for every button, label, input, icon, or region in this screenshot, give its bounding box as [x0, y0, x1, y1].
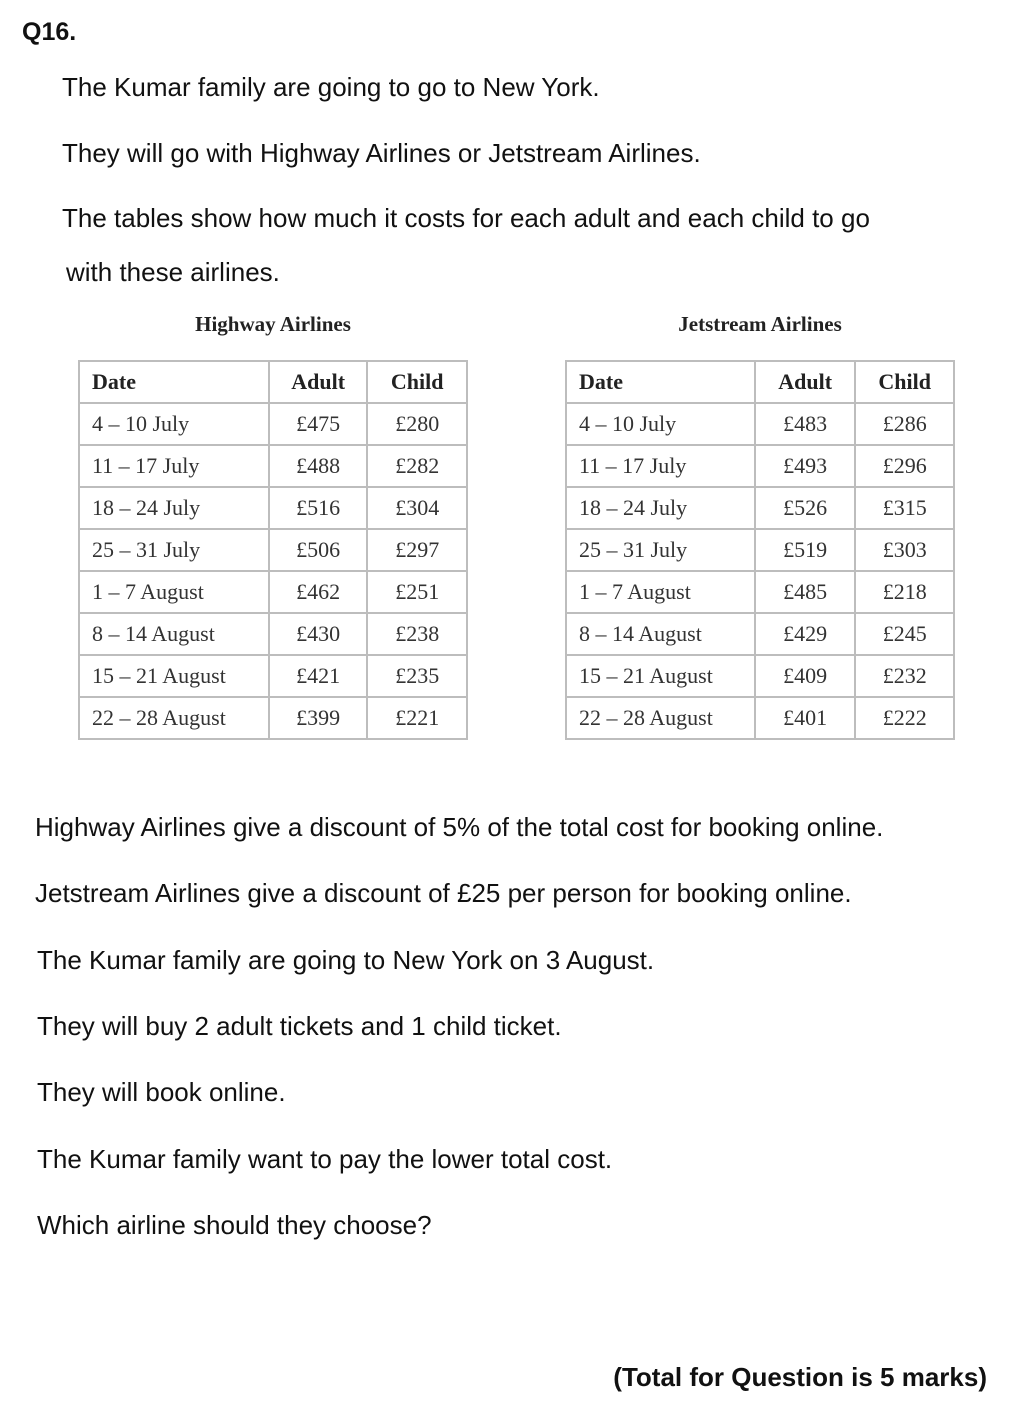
date-cell: 18 – 24 July — [79, 487, 269, 529]
table-row — [79, 613, 467, 655]
table-row — [566, 571, 954, 613]
adult-price-cell: £483 — [755, 403, 856, 445]
detail-line-1: Highway Airlines give a discount of 5% of the total cost for booking online. — [35, 812, 884, 842]
detail-line-5: They will book online. — [37, 1077, 286, 1107]
adult-price-cell: £519 — [755, 529, 856, 571]
detail-line-6: The Kumar family want to pay the lower total cost. — [37, 1144, 613, 1174]
date-cell: 8 – 14 August — [566, 613, 755, 655]
intro-line-4: with these airlines. — [66, 257, 280, 287]
intro-line-1: The Kumar family are going to go to New York. — [62, 72, 600, 102]
child-header: Child — [367, 361, 467, 403]
date-cell: 1 – 7 August — [566, 571, 755, 613]
table-row — [79, 529, 467, 571]
total-marks: (Total for Question is 5 marks) — [613, 1362, 987, 1392]
table-row — [79, 697, 467, 739]
jetstream-table-title: Jetstream Airlines — [678, 312, 842, 336]
table-row — [79, 571, 467, 613]
adult-price-cell: £401 — [755, 697, 856, 739]
child-price-cell: £282 — [367, 445, 467, 487]
date-cell: 25 – 31 July — [79, 529, 269, 571]
highway-table-title: Highway Airlines — [195, 312, 351, 336]
table-row — [566, 403, 954, 445]
adult-price-cell: £462 — [269, 571, 368, 613]
child-price-cell: £222 — [855, 697, 954, 739]
adult-price-cell: £506 — [269, 529, 368, 571]
date-cell: 4 – 10 July — [566, 403, 755, 445]
table-row — [566, 487, 954, 529]
date-cell: 25 – 31 July — [566, 529, 755, 571]
adult-header: Adult — [269, 361, 368, 403]
child-price-cell: £296 — [855, 445, 954, 487]
intro-line-3: The tables show how much it costs for each adult and each child to go — [62, 203, 870, 233]
adult-header: Adult — [755, 361, 856, 403]
date-cell: 15 – 21 August — [79, 655, 269, 697]
table-row — [566, 445, 954, 487]
date-cell: 22 – 28 August — [79, 697, 269, 739]
date-cell: 4 – 10 July — [79, 403, 269, 445]
date-header: Date — [566, 361, 755, 403]
detail-line-3: The Kumar family are going to New York on 3 August. — [37, 945, 655, 975]
date-header: Date — [79, 361, 269, 403]
child-price-cell: £221 — [367, 697, 467, 739]
child-price-cell: £286 — [855, 403, 954, 445]
question-number: Q16. — [22, 18, 77, 46]
date-cell: 15 – 21 August — [566, 655, 755, 697]
date-cell: 11 – 17 July — [79, 445, 269, 487]
jetstream-fares-table — [565, 360, 955, 740]
adult-price-cell: £526 — [755, 487, 856, 529]
child-price-cell: £280 — [367, 403, 467, 445]
child-price-cell: £304 — [367, 487, 467, 529]
adult-price-cell: £409 — [755, 655, 856, 697]
adult-price-cell: £488 — [269, 445, 368, 487]
detail-line-4: They will buy 2 adult tickets and 1 child ticket. — [37, 1011, 562, 1041]
adult-price-cell: £421 — [269, 655, 368, 697]
adult-price-cell: £485 — [755, 571, 856, 613]
child-price-cell: £245 — [855, 613, 954, 655]
intro-line-2: They will go with Highway Airlines or Jetstream Airlines. — [62, 138, 701, 168]
adult-price-cell: £493 — [755, 445, 856, 487]
child-price-cell: £303 — [855, 529, 954, 571]
table-row — [79, 487, 467, 529]
child-price-cell: £297 — [367, 529, 467, 571]
child-price-cell: £251 — [367, 571, 467, 613]
table-row — [566, 697, 954, 739]
adult-price-cell: £399 — [269, 697, 368, 739]
date-cell: 8 – 14 August — [79, 613, 269, 655]
date-cell: 11 – 17 July — [566, 445, 755, 487]
detail-line-2: Jetstream Airlines give a discount of £25 per person for booking online. — [35, 878, 852, 908]
child-price-cell: £235 — [367, 655, 467, 697]
table-row — [566, 655, 954, 697]
table-row — [79, 655, 467, 697]
child-price-cell: £315 — [855, 487, 954, 529]
table-row — [566, 613, 954, 655]
table-row — [79, 403, 467, 445]
child-price-cell: £218 — [855, 571, 954, 613]
table-row — [566, 529, 954, 571]
date-cell: 1 – 7 August — [79, 571, 269, 613]
child-price-cell: £238 — [367, 613, 467, 655]
table-row — [79, 445, 467, 487]
adult-price-cell: £430 — [269, 613, 368, 655]
detail-line-7: Which airline should they choose? — [37, 1210, 432, 1240]
date-cell: 22 – 28 August — [566, 697, 755, 739]
adult-price-cell: £429 — [755, 613, 856, 655]
child-header: Child — [855, 361, 954, 403]
date-cell: 18 – 24 July — [566, 487, 755, 529]
adult-price-cell: £475 — [269, 403, 368, 445]
child-price-cell: £232 — [855, 655, 954, 697]
adult-price-cell: £516 — [269, 487, 368, 529]
table-header-row — [79, 361, 467, 403]
highway-fares-table — [78, 360, 468, 740]
table-header-row — [566, 361, 954, 403]
